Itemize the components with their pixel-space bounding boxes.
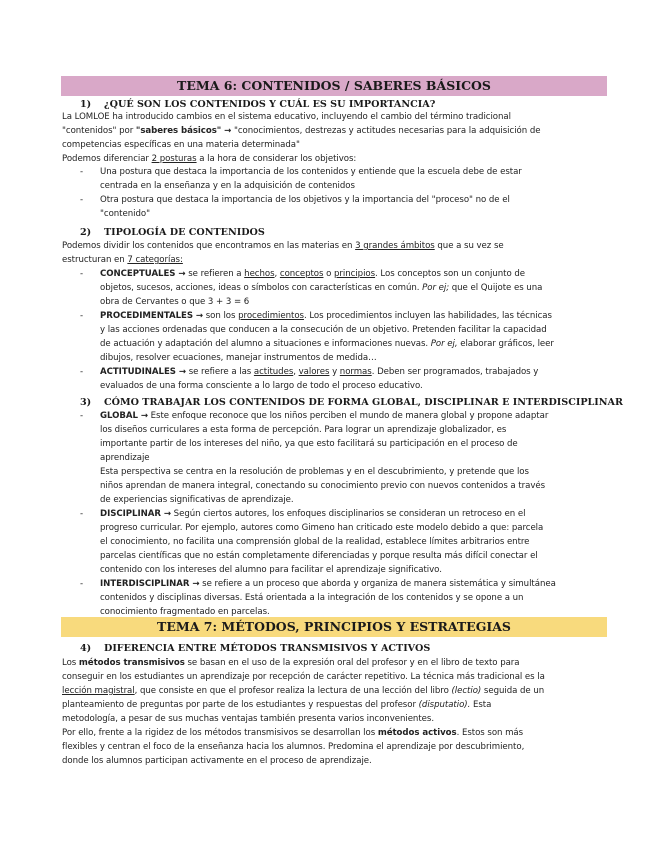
bold-term: GLOBAL → [100, 411, 148, 421]
bullet-dash: - [80, 195, 84, 205]
paragraph-line: metodología, a pesar de sus muchas ventajas también presenta varios inconvenientes. [62, 714, 434, 724]
bullet-line: ACTITUDINALES → se refiere a las actitudes, valores y normas. Deben ser programados, trabajados y [100, 367, 539, 377]
bullet-line: contenidos y disciplinas diversas. Está orientada a la integración de los contenidos y se opone a un [100, 593, 524, 603]
bullet-line: Otra postura que destaca la importancia de los objetivos y la importancia del "proceso" no de el [100, 195, 510, 205]
bullet-line: INTERDISCIPLINAR → se refiere a un proceso que aborda y organiza de manera sistemática y simultánea [100, 579, 556, 589]
section-number: 1) [80, 99, 92, 110]
bold-term: CONCEPTUALES → [100, 269, 186, 279]
tema7-banner: TEMA 7: MÉTODOS, PRINCIPIOS Y ESTRATEGIAS [61, 617, 607, 637]
section-number: 2) [80, 227, 92, 238]
bullet-line: dibujos, resolver ecuaciones, manejar instrumentos de medida… [100, 353, 377, 363]
bullet-line: niños aprendan de manera integral, conectando su conocimiento previo con nuevos contenidos a través [100, 481, 546, 491]
paragraph-line: planteamiento de preguntas por parte de los estudiantes y respuestas del profesor (disputatio). Esta [62, 700, 492, 710]
bullet-line: "contenido" [100, 209, 150, 219]
bullet-line: parcelas científicas que no están completamente diferenciadas y porque resulta más difícil conectar el [100, 551, 538, 561]
bullet-dash: - [80, 367, 84, 377]
section-number: 3) [80, 397, 92, 408]
bullet-line: conocimiento fragmentado en parcelas. [100, 607, 270, 617]
bold-term: ACTITUDINALES → [100, 367, 187, 377]
bullet-dash: - [80, 311, 84, 321]
section-title: ¿QUÉ SON LOS CONTENIDOS Y CUÁL ES SU IMPORTANCIA? [104, 99, 436, 110]
bullet-dash: - [80, 579, 84, 589]
paragraph-line: La LOMLOE ha introducido cambios en el sistema educativo, incluyendo el cambio del término tradicional [62, 112, 511, 122]
bold-term: "saberes básicos" → [135, 126, 232, 136]
bullet-line: y las acciones ordenadas que conducen a la consecución de un objetivo. Pretenden facilitar la capacidad [100, 325, 547, 335]
paragraph-line: Podemos diferenciar 2 posturas a la hora de considerar los objetivos: [62, 154, 357, 164]
bold-term: métodos transmisivos [78, 658, 185, 668]
underlined-term: 7 categorías: [127, 255, 183, 265]
section-title: TIPOLOGÍA DE CONTENIDOS [104, 227, 265, 238]
paragraph-line: conseguir en los estudiantes un aprendizaje por recepción de carácter repetitivo. La técnica más tradicional es la [62, 672, 545, 682]
bullet-line: de actuación y adaptación del alumno a situaciones e informaciones nuevas. Por ej, elaborar gráficos, leer [100, 339, 554, 349]
tema6-banner: TEMA 6: CONTENIDOS / SABERES BÁSICOS [61, 76, 607, 96]
bullet-line: Esta perspectiva se centra en la resolución de problemas y en el descubrimiento, y pretende que los [100, 467, 529, 477]
underlined-term: lección magistral [62, 686, 135, 696]
bullet-line: obra de Cervantes o que 3 + 3 = 6 [100, 297, 250, 307]
paragraph-line: Por ello, frente a la rigidez de los métodos transmisivos se desarrollan los métodos activos. Estos son más [62, 728, 524, 738]
bold-term: PROCEDIMENTALES → [100, 311, 204, 321]
bullet-line: PROCEDIMENTALES → son los procedimientos. Los procedimientos incluyen las habilidades, las técnicas [100, 311, 552, 321]
section-title: CÓMO TRABAJAR LOS CONTENIDOS DE FORMA GLOBAL, DISCIPLINAR E INTERDISCIPLINAR [104, 397, 623, 408]
bullet-dash: - [80, 509, 84, 519]
bullet-line: centrada en la enseñanza y en la adquisición de contenidos [100, 181, 355, 191]
bullet-line: de experiencias significativas de aprendizaje. [100, 495, 294, 505]
paragraph-line: competencias específicas en una materia determinada" [62, 140, 300, 150]
section-number: 4) [80, 643, 92, 654]
bullet-line: evaluados de una forma consciente a lo largo de todo el proceso educativo. [100, 381, 423, 391]
bullet-dash: - [80, 167, 84, 177]
underlined-term: 2 posturas [151, 154, 197, 164]
bullet-line: GLOBAL → Este enfoque reconoce que los niños perciben el mundo de manera global y propone adaptar [100, 411, 549, 421]
section-title: DIFERENCIA ENTRE MÉTODOS TRANSMISIVOS Y ACTIVOS [104, 643, 431, 654]
paragraph-line: flexibles y centran el foco de la enseñanza hacia los alumnos. Predomina el aprendizaje por descubrimiento, [62, 742, 525, 752]
section-2-heading [80, 226, 265, 239]
bold-term: métodos activos [377, 728, 457, 738]
bullet-line: CONCEPTUALES → se refieren a hechos, conceptos o principios. Los conceptos son un conjunto de [100, 269, 525, 279]
paragraph-line: Los métodos transmisivos se basan en el uso de la expresión oral del profesor y en el libro de texto para [62, 658, 520, 668]
bullet-line: Una postura que destaca la importancia de los contenidos y entiende que la escuela debe de estar [100, 167, 522, 177]
section-4-heading [80, 642, 430, 655]
bullet-line: el conocimiento, no facilita una comprensión global de la realidad, establece límites arbitrarios entre [100, 537, 530, 547]
bullet-line: los diseños curriculares a esta forma de percepción. Para lograr un aprendizaje globalizador, es [100, 425, 507, 435]
paragraph-line: estructuran en 7 categorías: [62, 255, 183, 265]
bold-term: INTERDISCIPLINAR → [100, 579, 200, 589]
underlined-term: 3 grandes ámbitos [355, 241, 435, 251]
bullet-line: progreso curricular. Por ejemplo, autores como Gimeno han criticado este modelo debido a que: parcela [100, 523, 544, 533]
bullet-line: importante partir de los intereses del niño, ya que esto facilitará su participación en el proceso de [100, 439, 518, 449]
bullet-line: contenido con los intereses del alumno para facilitar el aprendizaje significativo. [100, 565, 442, 575]
bold-term: DISCIPLINAR → [100, 509, 171, 519]
paragraph-line: "contenidos" por "saberes básicos" → "conocimientos, destrezas y actitudes necesarias para la adquisición de [62, 126, 541, 136]
bullet-dash: - [80, 411, 84, 421]
bullet-line: objetos, sucesos, acciones, ideas o símbolos con características en común. Por ej; que el Quijote es una [100, 283, 543, 293]
bullet-line: DISCIPLINAR → Según ciertos autores, los enfoques disciplinarios se consideran un retroceso en el [100, 509, 526, 519]
bullet-dash: - [80, 269, 84, 279]
paragraph-line: lección magistral, que consiste en que el profesor realiza la lectura de una lección del libro (lectio) seguida de un [62, 686, 545, 696]
section-1-heading [80, 98, 435, 111]
section-3-heading [80, 396, 623, 409]
paragraph-line: Podemos dividir los contenidos que encontramos en las materias en 3 grandes ámbitos que a su vez se [62, 241, 504, 251]
paragraph-line: donde los alumnos participan activamente en el proceso de aprendizaje. [62, 756, 372, 766]
bullet-line: aprendizaje [100, 453, 150, 463]
